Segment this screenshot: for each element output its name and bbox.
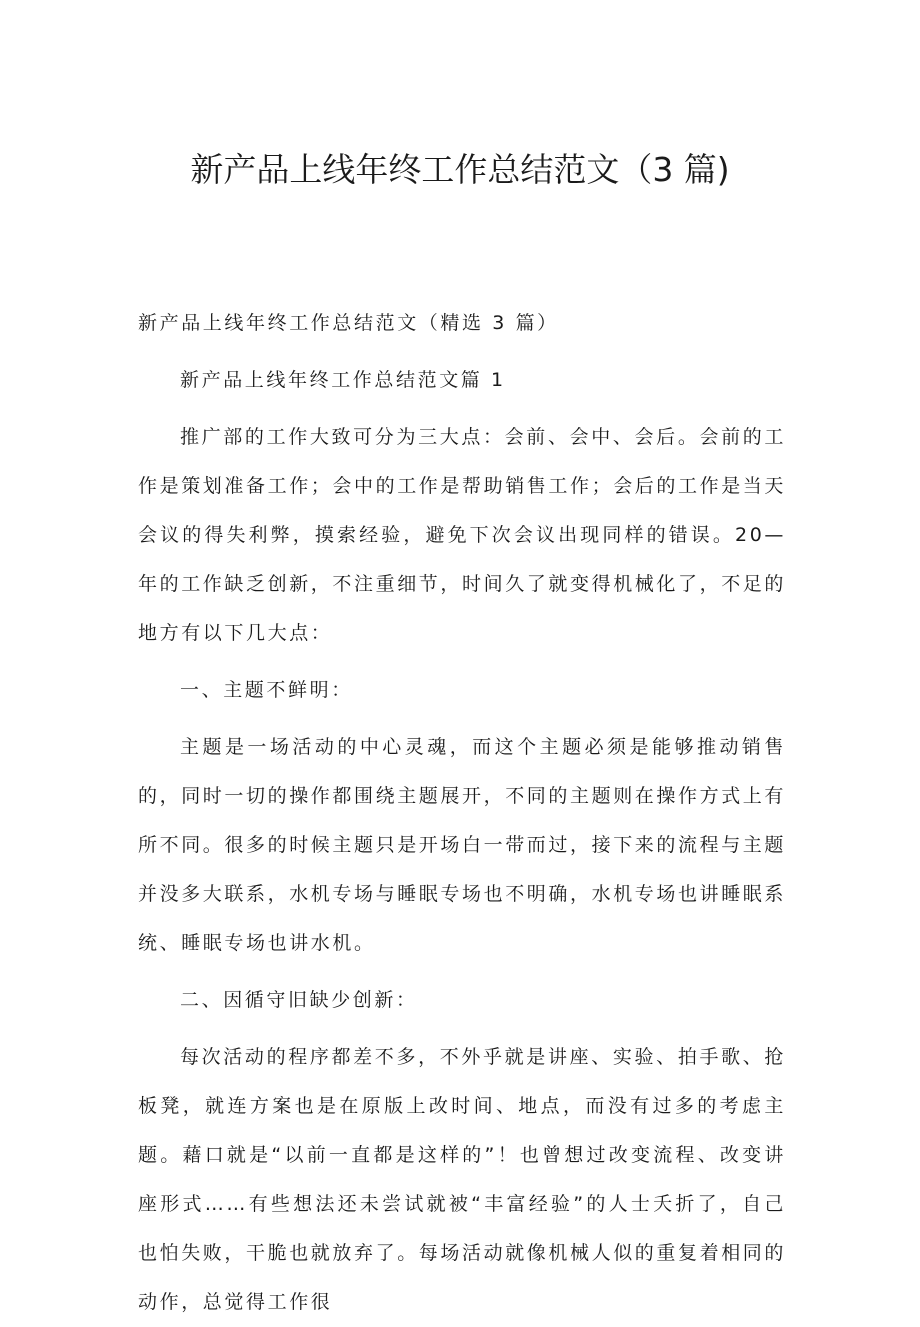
document-title: 新产品上线年终工作总结范文（3 篇) bbox=[190, 150, 730, 189]
point-heading: 一、主题不鲜明： bbox=[180, 679, 353, 701]
section-heading: 新产品上线年终工作总结范文篇 1 bbox=[180, 369, 506, 391]
body-paragraph: 主题是一场活动的中心灵魂，而这个主题必须是能够推动销售的，同时一切的操作都围绕主题展开，不同的主题则在操作方式上有所不同。很多的时候主题只是开场白一带而过，接下来的流程与主题并没多大联系，水机专场与睡眠专场也不明确，水机专场也讲睡眠系统、睡眠专场也讲水机。 bbox=[138, 736, 787, 954]
document-subtitle: 新产品上线年终工作总结范文（精选 3 篇） bbox=[138, 312, 559, 334]
body-paragraph: 每次活动的程序都差不多，不外乎就是讲座、实验、拍手歌、抢板凳，就连方案也是在原版上改时间、地点，而没有过多的考虑主题。藉口就是“以前一直都是这样的”！也曾想过改变流程、改变讲座形式……有些想法还未尝试就被“丰富经验”的人士夭折了，自己也怕失败，干脆也就放弃了。每场活动就像机械人似的重复着相同的动作，总觉得工作很 bbox=[138, 1046, 787, 1313]
document-body bbox=[138, 299, 786, 1327]
point-heading: 二、因循守旧缺少创新： bbox=[180, 989, 418, 1011]
body-paragraph: 推广部的工作大致可分为三大点：会前、会中、会后。会前的工作是策划准备工作；会中的工作是帮助销售工作；会后的工作是当天会议的得失利弊，摸索经验，避免下次会议出现同样的错误。20—年的工作缺乏创新，不注重细节，时间久了就变得机械化了，不足的地方有以下几大点： bbox=[138, 426, 787, 644]
